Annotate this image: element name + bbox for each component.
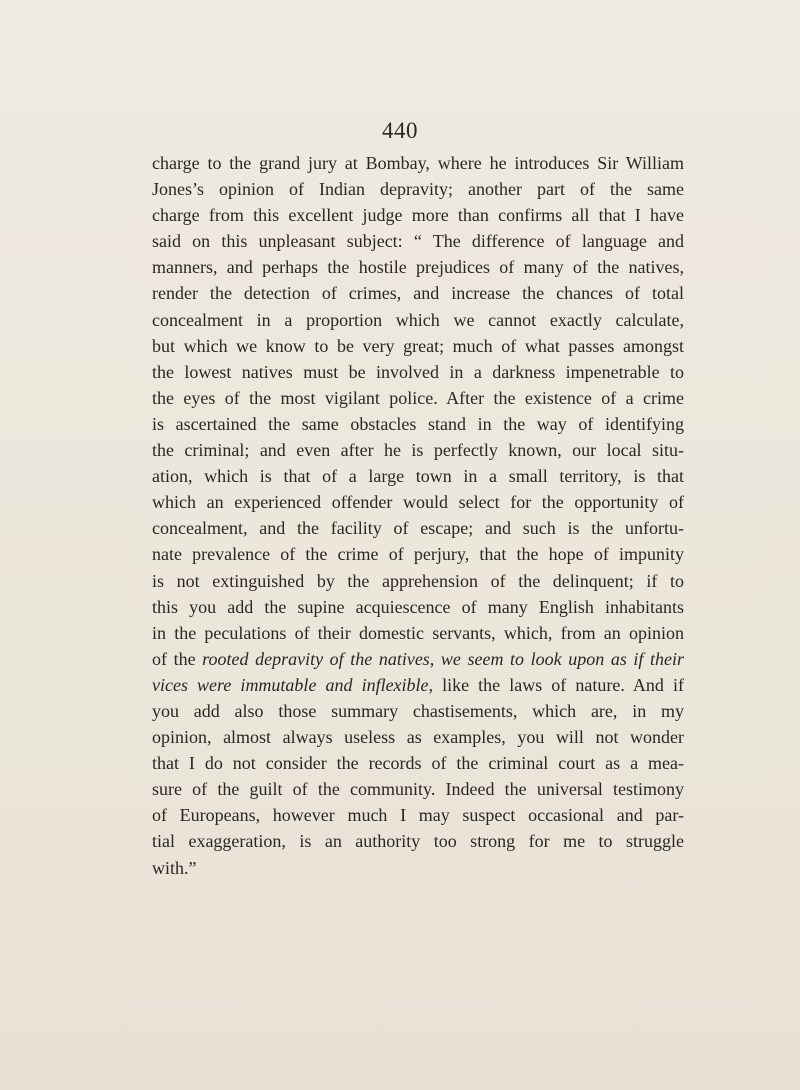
- text-line-italic-quote: [152, 672, 684, 698]
- text-line: charge from this excellent judge more than confirms all that I have: [152, 205, 684, 226]
- text-line: is ascertained the same obstacles stand in the way of identifying: [152, 413, 684, 434]
- text-line: this you add the supine acquiescence of many English inhabitants: [152, 596, 684, 617]
- text-line: in the peculations of their domestic servants, which, from an opinion: [152, 622, 684, 643]
- text-line: concealment, and the facility of escape; and such is the unfortu-: [152, 518, 684, 539]
- text-line-italic-quote: [152, 646, 684, 672]
- text-run: like the laws of nature. And if: [433, 674, 684, 695]
- text-line: you add also those summary chastisements, which are, in my: [152, 700, 684, 721]
- italic-run: rooted depravity of the natives, we seem to look upon as if their: [202, 648, 685, 669]
- text-line: render the detection of crimes, and increase the chances of total: [152, 283, 684, 304]
- text-line: is not extinguished by the apprehension of the delinquent; if to: [152, 570, 684, 591]
- text-line: with.”: [152, 857, 197, 878]
- text-line: of Europeans, however much I may suspect occasional and par-: [152, 805, 684, 826]
- text-line: Jones’s opinion of Indian depravity; another part of the same: [152, 179, 684, 200]
- text-line: said on this unpleasant subject: “ The difference of language and: [152, 231, 684, 252]
- text-line: nate prevalence of the crime of perjury, that the hope of impunity: [152, 544, 684, 565]
- text-run: of the: [152, 648, 203, 669]
- text-line: sure of the guilt of the community. Indeed the universal testimony: [152, 779, 684, 800]
- text-line: which an experienced offender would select for the opportunity of: [152, 492, 684, 513]
- text-line: that I do not consider the records of the criminal court as a mea-: [152, 753, 684, 774]
- page-number: 440: [382, 118, 418, 143]
- text-line: manners, and perhaps the hostile prejudices of many of the natives,: [152, 257, 684, 278]
- text-line: ation, which is that of a large town in a small territory, is that: [152, 466, 684, 487]
- text-line: but which we know to be very great; much of what passes amongst: [152, 335, 684, 356]
- text-line: the lowest natives must be involved in a darkness impenetrable to: [152, 361, 684, 382]
- text-line: tial exaggeration, is an authority too strong for me to struggle: [152, 831, 684, 852]
- text-line: concealment in a proportion which we cannot exactly calculate,: [152, 309, 684, 330]
- text-line: the criminal; and even after he is perfectly known, our local situ-: [152, 440, 684, 461]
- text-line: the eyes of the most vigilant police. After the existence of a crime: [152, 387, 684, 408]
- text-line: opinion, almost always useless as examples, you will not wonder: [152, 727, 684, 748]
- italic-run: vices were immutable and inflexible,: [152, 674, 434, 695]
- text-line: charge to the grand jury at Bombay, where he introduces Sir William: [152, 153, 684, 173]
- body-text: [152, 150, 684, 881]
